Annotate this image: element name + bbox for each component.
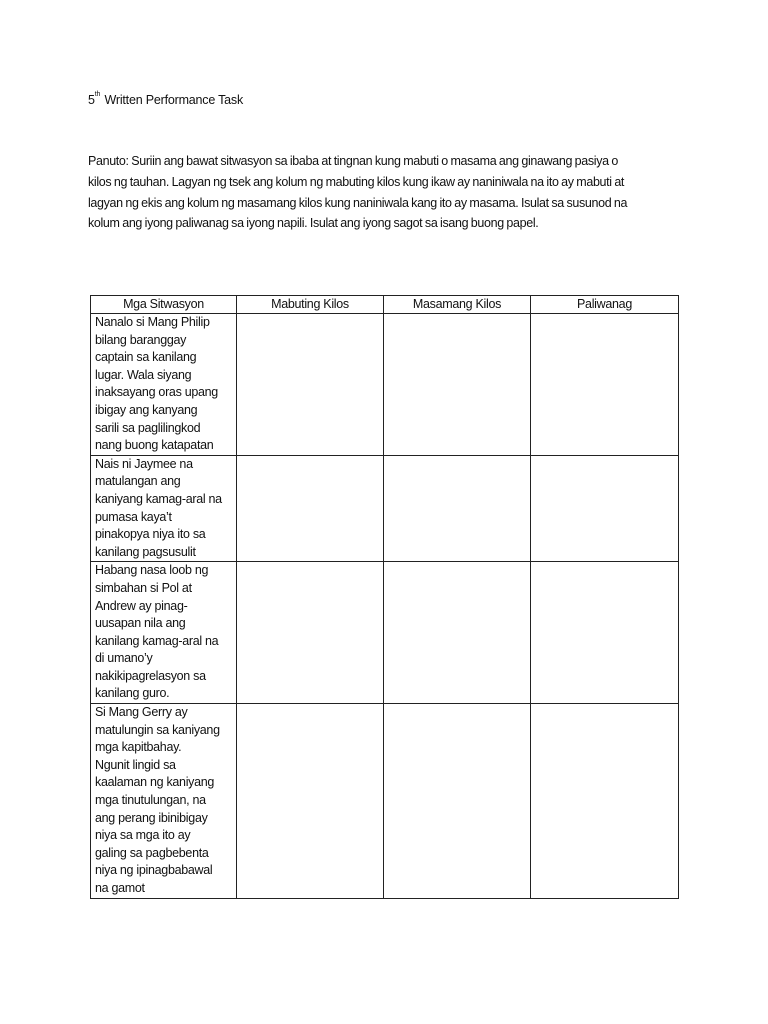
header-masamang-kilos: Masamang Kilos — [384, 296, 531, 314]
situation-line: sarili sa paglilingkod — [95, 420, 201, 435]
situation-line: captain sa kanilang — [95, 350, 197, 365]
situation-line: mga tinutulungan, na — [95, 793, 206, 808]
masamang-kilos-cell[interactable] — [384, 455, 531, 562]
masamang-kilos-cell[interactable] — [384, 314, 531, 456]
table-row — [91, 314, 679, 456]
title-ordinal-suffix: th — [94, 91, 101, 98]
situations-table — [90, 295, 679, 899]
paliwanag-cell[interactable] — [531, 704, 679, 899]
header-mga-sitwasyon: Mga Sitwasyon — [91, 296, 237, 314]
paliwanag-cell[interactable] — [531, 562, 679, 704]
situation-line: kanilang pagsusulit — [95, 544, 196, 559]
situation-line: inaksayang oras upang — [95, 385, 218, 400]
situation-line: lugar. Wala siyang — [95, 367, 192, 382]
masamang-kilos-cell[interactable] — [384, 562, 531, 704]
situation-line: Habang nasa loob ng — [95, 563, 209, 578]
title-text: Written Performance Task — [101, 93, 244, 107]
situation-line: Ngunit lingid sa — [95, 757, 176, 772]
situation-line: nakikipagrelasyon sa — [95, 668, 206, 683]
situation-cell — [91, 704, 237, 899]
table-row — [91, 455, 679, 562]
situation-line: kaniyang kamag-aral na — [95, 491, 222, 506]
paliwanag-cell[interactable] — [531, 314, 679, 456]
mabuting-kilos-cell[interactable] — [237, 562, 384, 704]
instructions-line: kolum ang iyong paliwanag sa iyong napili. Isulat ang iyong sagot sa isang buong papel. — [88, 216, 539, 231]
situation-line: mga kapitbahay. — [95, 740, 182, 755]
situation-line: kanilang kamag-aral na — [95, 633, 219, 648]
mabuting-kilos-cell[interactable] — [237, 314, 384, 456]
situation-line: Nanalo si Mang Philip — [95, 315, 210, 329]
situation-line: niya sa mga ito ay — [95, 828, 191, 843]
situation-line: Si Mang Gerry ay — [95, 705, 188, 720]
instructions-line: lagyan ng ekis ang kolum ng masamang kilos kung naniniwala kang ito ay masama. Isulat sa susunod na — [88, 195, 628, 210]
situation-line: matulangan ang — [95, 474, 181, 489]
instructions-line: kilos ng tauhan. Lagyan ng tsek ang kolum ng mabuting kilos kung ikaw ay naniniwala na ito ay mabuti at — [88, 174, 625, 189]
header-mabuting-kilos: Mabuting Kilos — [237, 296, 384, 314]
table-header-row — [91, 296, 679, 314]
document-title — [88, 93, 243, 107]
situation-cell — [91, 562, 237, 704]
situation-line: Nais ni Jaymee na — [95, 456, 193, 471]
header-paliwanag: Paliwanag — [531, 296, 679, 314]
situation-line: pumasa kaya’t — [95, 509, 172, 524]
paliwanag-cell[interactable] — [531, 455, 679, 562]
masamang-kilos-cell[interactable] — [384, 704, 531, 899]
situation-line: ibigay ang kanyang — [95, 402, 198, 417]
situation-cell — [91, 455, 237, 562]
situation-line: nang buong katapatan — [95, 438, 214, 453]
mabuting-kilos-cell[interactable] — [237, 704, 384, 899]
instructions-line: Panuto: Suriin ang bawat sitwasyon sa ibaba at tingnan kung mabuti o masama ang ginawang pasiya o — [88, 154, 618, 168]
situation-line: pinakopya niya ito sa — [95, 527, 206, 542]
title-number: 5 — [88, 93, 95, 107]
situation-line: simbahan si Pol at — [95, 580, 192, 595]
situation-line: na gamot — [95, 881, 145, 895]
situation-line: di umano’y — [95, 651, 153, 666]
instructions-paragraph — [88, 151, 688, 234]
situation-line: kaalaman ng kaniyang — [95, 775, 215, 790]
table-row — [91, 562, 679, 704]
mabuting-kilos-cell[interactable] — [237, 455, 384, 562]
situation-line: bilang baranggay — [95, 332, 187, 347]
situation-line: galing sa pagbebenta — [95, 845, 209, 860]
situation-line: niya ng ipinagbabawal — [95, 863, 213, 878]
situation-line: kanilang guro. — [95, 686, 170, 701]
situation-line: matulungin sa kaniyang — [95, 722, 220, 737]
situation-line: Andrew ay pinag- — [95, 598, 188, 613]
table-row — [91, 704, 679, 899]
situation-line: ang perang ibinibigay — [95, 810, 208, 825]
situation-line: uusapan nila ang — [95, 616, 186, 631]
situation-cell — [91, 314, 237, 456]
